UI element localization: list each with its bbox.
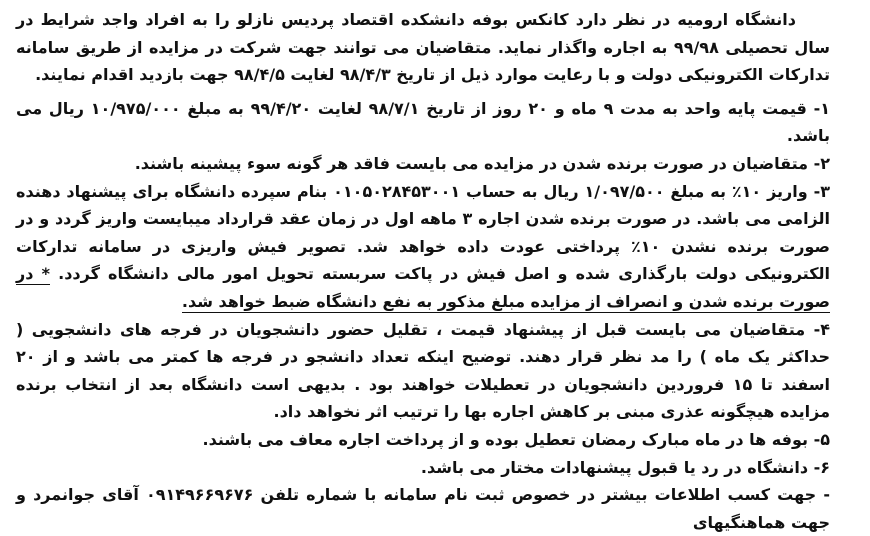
condition-item-6: ۶- دانشگاه در رد یا قبول پیشنهادات مختار می باشد. [420, 457, 830, 477]
condition-item-3-text: ۳- واریز ۱۰٪ به مبلغ ۱/۰۹۷/۵۰۰ ریال به حساب ۰۱۰۵۰۲۸۴۵۳۰۰۱ بنام سپرده دانشگاه برای پیشنهاد دهنده الزامی می باشد. در صورت برنده شدن اجاره ۳ ماهه اول در زمان عقد قرارداد میبایست واریز گردد و در صورت برنده نشدن ۱۰٪ پرداختی عودت داده خواهد شد. تصویر فیش واریزی در سامانه تدارکات الکترونیکی دولت بارگذاری شده و اصل فیش در پاکت سربسته تحویل امور مالی دانشگاه گردد. [16, 181, 831, 284]
conditions-list [16, 95, 830, 536]
contact-info: - جهت کسب اطلاعات بیشتر در خصوص ثبت نام سامانه با شماره تلفن ۰۹۱۴۹۶۶۹۶۷۶ آقای جوانمرد و جهت هماهنگیهای [16, 485, 830, 532]
condition-item-3 [16, 178, 830, 316]
forfeit-note: * در صورت برنده شدن و انصراف از مزایده مبلغ مذکور به نفع دانشگاه ضبط خواهد شد. [16, 264, 830, 311]
condition-item-4: ۴- متقاضیان می بایست قبل از پیشنهاد قیمت ، تقلیل حضور دانشجویان در فرجه های دانشجویی ( حداکثر یک ماه ) را مد نظر قرار دهند. توضیح اینکه تعداد دانشجو در فرجه ها کمتر می باشد و از ۲۰ اسفند تا ۱۵ فروردین دانشجویان در تعطیلات خواهند بود . بدیهی است دانشگاه بعد از انتخاب برنده مزایده هیچگونه عذری مبنی بر کاهش اجاره بها را ترتیب اثر نخواهد داد. [16, 319, 830, 422]
condition-item-1: ۱- قیمت پایه واحد به مدت ۹ ماه و ۲۰ روز از تاریخ ۹۸/۷/۱ لغایت ۹۹/۴/۲۰ به مبلغ ۱۰/۹۷۵/۰۰۰ ریال می باشد. [16, 98, 831, 146]
condition-item-2: ۲- متقاضیان در صورت برنده شدن در مزایده می بایست فاقد هر گونه سوء پیشینه باشند. [134, 153, 830, 173]
intro-paragraph: دانشگاه ارومیه در نظر دارد کانکس بوفه دانشکده اقتصاد پردیس نازلو را به افراد واجد شرایط در سال تحصیلی ۹۹/۹۸ به اجاره واگذار نماید. متقاضیان می توانند جهت شرکت در مزایده از طریق سامانه تدارکات الکترونیکی دولت و با رعایت موارد ذیل از تاریخ ۹۸/۴/۳ لغایت ۹۸/۴/۵ جهت بازدید اقدام نمایند. [16, 10, 830, 85]
condition-item-5: ۵- بوفه ها در ماه مبارک رمضان تعطیل بوده و از پرداخت اجاره معاف می باشند. [202, 429, 830, 449]
